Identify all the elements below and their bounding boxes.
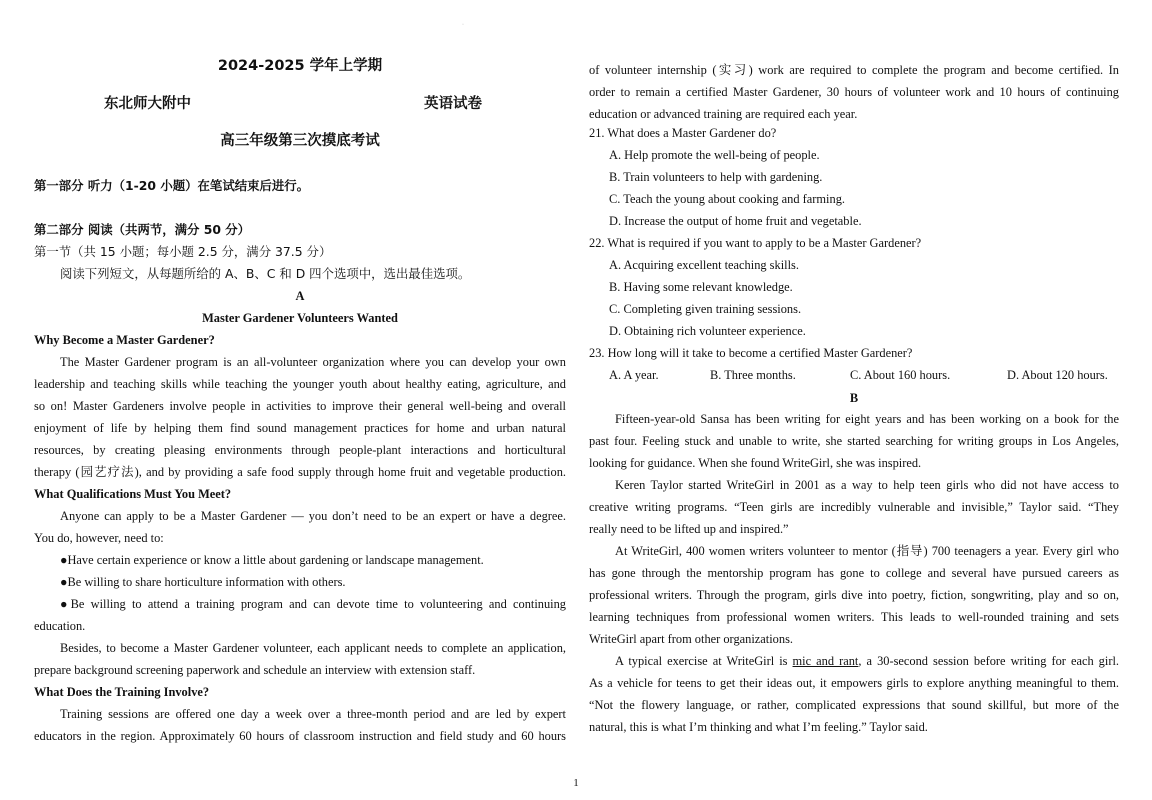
- paragraph-line: looking for guidance. When she found WriteGirl, she was inspired.: [589, 456, 922, 470]
- paragraph-line: leadership and teaching skills while teaching the younger youth about healthy eating, agriculture, and: [34, 377, 566, 391]
- bullet-item: ●Be willing to attend a training program and can devote time to volunteering and continuing: [60, 597, 566, 611]
- section-heading-training: What Does the Training Involve?: [34, 685, 210, 699]
- question-23-option-c: C. About 160 hours.: [850, 368, 951, 382]
- text-span: A typical exercise at WriteGirl is: [615, 654, 793, 668]
- paragraph-line: Training sessions are offered one day a week over a three-month period and are led by expert: [60, 707, 566, 721]
- school-name: 东北师大附中: [104, 96, 191, 112]
- paragraph-line: Anyone can apply to be a Master Gardener — you don’t need to be an expert or have a degree.: [60, 509, 566, 523]
- paragraph-line: of volunteer internship (实习) work are required to complete the program and become certified. In: [589, 63, 1119, 77]
- question-22-option-b: B. Having some relevant knowledge.: [609, 280, 793, 294]
- paragraph-line: The Master Gardener program is an all-volunteer organization where you can develop your own: [60, 355, 566, 369]
- text-span: , a 30-second session before writing for each girl.: [858, 654, 1119, 668]
- paragraph-line: learning techniques from professional women writers. This leads to well-rounded training and sets: [589, 610, 1119, 624]
- question-22-option-a: A. Acquiring excellent teaching skills.: [609, 258, 799, 272]
- paragraph-line: natural, this is what I’m thinking and what I’m feeling.” Taylor said.: [589, 720, 928, 734]
- section-heading-why: Why Become a Master Gardener?: [34, 333, 215, 347]
- section-heading-qualifications: What Qualifications Must You Meet?: [34, 487, 232, 501]
- school-subject-row: [34, 92, 566, 116]
- paragraph-line: enjoyment of life by helping them find sound management practices for home and urban natural: [34, 421, 566, 435]
- paragraph-line: You do, however, need to:: [34, 531, 164, 545]
- page-number: 1: [573, 777, 579, 789]
- paragraph-line: professional writers. Through the program, girls dive into poetry, fiction, songwriting, play and so on,: [589, 588, 1119, 602]
- question-23-options: [589, 364, 1119, 386]
- question-23-option-d: D. About 120 hours.: [1007, 368, 1108, 382]
- underlined-phrase: mic and rant: [792, 654, 859, 668]
- paragraph-line: prepare background screening paperwork and schedule an interview with extension staff.: [34, 663, 476, 677]
- question-23-option-a: A. A year.: [609, 368, 659, 382]
- passage-b-label: B: [849, 391, 859, 405]
- question-21-option-c: C. Teach the young about cooking and farming.: [609, 192, 845, 206]
- question-23-option-b: B. Three months.: [710, 368, 796, 382]
- paragraph-line: resources, by creating pleasing environments through people-plant interactions and horticultural: [34, 443, 566, 457]
- paragraph-line: WriteGirl apart from other organizations.: [589, 632, 793, 646]
- question-21-option-a: A. Help promote the well-being of people.: [609, 148, 820, 162]
- question-21-stem: 21. What does a Master Gardener do?: [589, 126, 777, 140]
- question-22-option-c: C. Completing given training sessions.: [609, 302, 802, 316]
- part1-heading: 第一部分 听力（1-20 小题）在笔试结束后进行。: [34, 178, 310, 193]
- paragraph-line: Fifteen-year-old Sansa has been writing for eight years and has been working on a book for the: [615, 412, 1119, 426]
- paragraph-line: education or advanced training are required each year.: [589, 107, 858, 121]
- paragraph-line: Besides, to become a Master Gardener volunteer, each applicant needs to complete an application,: [60, 641, 566, 655]
- bullet-item-continued: education.: [34, 619, 86, 633]
- question-21-option-d: D. Increase the output of home fruit and vegetable.: [609, 214, 862, 228]
- paragraph-line: educators in the region. Approximately 60 hours of classroom instruction and field study and 60 hours: [34, 729, 566, 743]
- paragraph-line: At WriteGirl, 400 women writers volunteer to mentor (指导) 700 teenagers a year. Every girl who: [615, 544, 1119, 558]
- paragraph-line: As a vehicle for teens to get their ideas out, it empowers girls to explore anything meaningful to them.: [589, 676, 1119, 690]
- exam-title: 高三年级第三次摸底考试: [220, 133, 380, 149]
- question-22-option-d: D. Obtaining rich volunteer experience.: [609, 324, 806, 338]
- paragraph-line: so on! Master Gardeners involve people in activities to improve their general well-being and overall: [34, 399, 566, 413]
- part2-heading: 第二部分 阅读（共两节，满分 50 分）: [34, 222, 251, 237]
- question-21-option-b: B. Train volunteers to help with gardening.: [609, 170, 823, 184]
- subject-name: 英语试卷: [424, 96, 482, 112]
- scan-mark: ·: [462, 22, 464, 28]
- paragraph-line: has gone through the mentorship program has gone to college and several have pursued careers as: [589, 566, 1119, 580]
- question-22-stem: 22. What is required if you want to apply to be a Master Gardener?: [589, 236, 922, 250]
- paragraph-line: order to remain a certified Master Gardener, 30 hours of volunteer work and 10 hours of continuing: [589, 85, 1119, 99]
- paragraph-line: Keren Taylor started WriteGirl in 2001 as a way to help teen girls who did not have access to: [615, 478, 1119, 492]
- paragraph-line: therapy (园艺疗法), and by providing a safe food supply through home fruit and vegetable production.: [34, 465, 566, 479]
- year-term-title: 2024-2025 学年上学期: [217, 58, 383, 74]
- instruction-text: 阅读下列短文，从每题所给的 A、B、C 和 D 四个选项中，选出最佳选项。: [60, 266, 471, 281]
- paragraph-line: creative writing programs. “Teen girls are incredibly vulnerable and invisible,” Taylor said. “They: [589, 500, 1119, 514]
- bullet-item: ●Be willing to share horticulture information with others.: [60, 575, 346, 589]
- question-23-stem: 23. How long will it take to become a certified Master Gardener?: [589, 346, 913, 360]
- passage-a-label: A: [295, 289, 305, 303]
- bullet-item: ●Have certain experience or know a little about gardening or landscape management.: [60, 553, 484, 567]
- paragraph-line: “Not the flowery language, or rather, complicated expressions that sound skillful, but more of the: [589, 698, 1119, 712]
- paragraph-line-with-underline: [589, 650, 1119, 672]
- section1-heading: 第一节（共 15 小题；每小题 2.5 分，满分 37.5 分）: [34, 244, 332, 259]
- paragraph-line: past four. Feeling stuck and unable to write, she started searching for writing groups in Los Angeles,: [589, 434, 1119, 448]
- paragraph-line: really need to be lifted up and inspired.”: [589, 522, 789, 536]
- passage-a-title: Master Gardener Volunteers Wanted: [202, 311, 398, 325]
